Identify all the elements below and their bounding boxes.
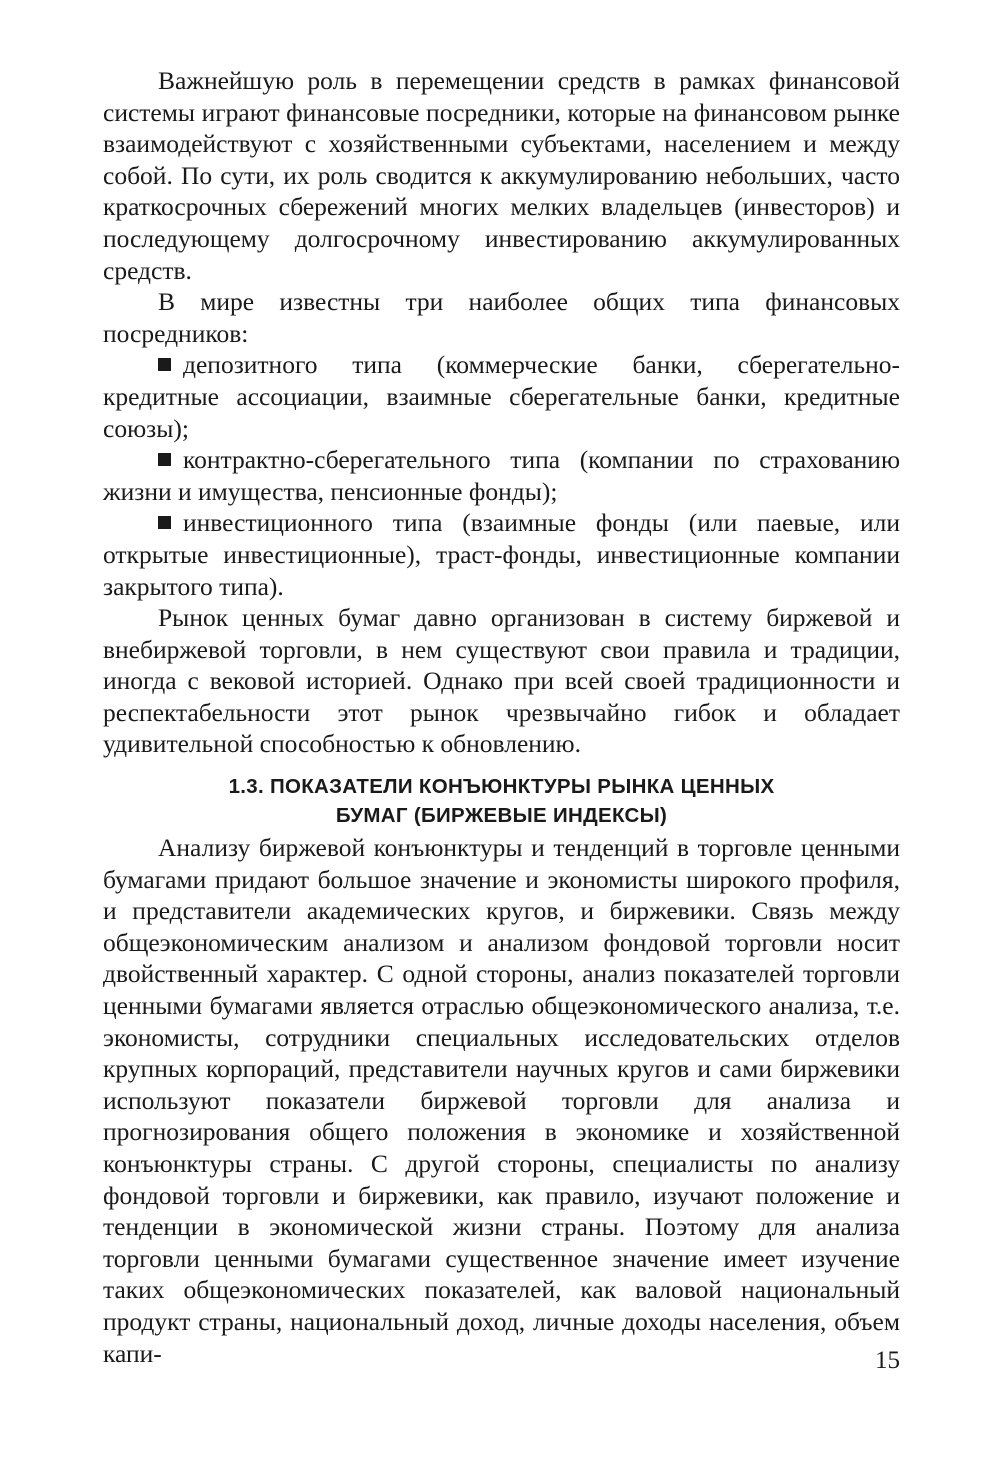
paragraph-securities-market: Рынок ценных бумаг давно организован в систему биржевой и внебиржевой торговли, в нем существуют свои правила и традиции, иногда с вековой историей. Однако при всей своей традиционности и респектабельности этот рынок чрезвычайно гибок и обладает удивительной способностью к обновлению. xyxy=(103,603,900,759)
section-heading-line-2: БУМАГ (БИРЖЕВЫЕ ИНДЕКСЫ) xyxy=(335,804,668,827)
list-item-text: контрактно-сберегательного типа (компании по страхованию жизни и имущества, пенсионные фонды); xyxy=(103,445,900,506)
square-bullet-icon xyxy=(158,453,171,466)
list-item-text: инвестиционного типа (взаимные фонды (или паевые, или открытые инвестиционные), траст-фонды, инвестиционные компании закрытого типа). xyxy=(103,508,900,601)
list-item xyxy=(103,507,900,602)
paragraph-intermediary-types-intro: В мире известны три наиболее общих типа финансовых посредников: xyxy=(103,287,900,348)
page-number: 15 xyxy=(875,1347,900,1374)
square-bullet-icon xyxy=(158,516,171,529)
list-item xyxy=(103,349,900,444)
paragraph-intermediaries-role: Важнейшую роль в перемещении средств в рамках финансовой системы играют финансовые посредники, которые на финансовом рынке взаимодействуют с хозяйственными субъектами, населением и между собой. По сути, их роль сводится к аккумулированию небольших, часто краткосрочных сбережений многих мелких владельцев (инвесторов) и последующему долгосрочному инвестированию аккумулированных средств. xyxy=(103,66,900,285)
intermediary-types-list xyxy=(103,349,900,602)
text-section-financial-intermediaries xyxy=(103,65,900,760)
paragraph-market-analysis: Анализу биржевой конъюнктуры и тенденций в торговле ценными бумагами придают большое значение и экономисты широкого профиля, и представители академических кругов, и биржевики. Связь между общеэкономическим анализом и анализом фондовой торговли носит двойственный характер. С одной стороны, анализ показателей торговли ценными бумагами является отраслью общеэкономического анализа, т.е. экономисты, сотрудники специальных исследовательских отделов крупных корпораций, представители научных кругов и сами биржевики используют показатели биржевой торговли для анализа и прогнозирования общего положения в экономике и хозяйственной конъюнктуры страны. С другой стороны, специалисты по анализу фондовой торговли и биржевики, как правило, изучают положение и тенденции в экономической жизни страны. Поэтому для анализа торговли ценными бумагами существенное значение имеет изучение таких общеэкономических показателей, как валовой национальный продукт страны, национальный доход, личные доходы населения, объем капи- xyxy=(103,833,900,1368)
square-bullet-icon xyxy=(158,358,171,371)
list-item-text: депозитного типа (коммерческие банки, сберегательно-кредитные ассоциации, взаимные сберегательные банки, кредитные союзы); xyxy=(103,350,900,443)
text-section-market-indicators xyxy=(103,832,900,1369)
section-heading xyxy=(103,772,900,830)
section-heading-line-1: 1.3. ПОКАЗАТЕЛИ КОНЪЮНКТУРЫ РЫНКА ЦЕННЫХ xyxy=(228,775,775,798)
list-item xyxy=(103,444,900,507)
